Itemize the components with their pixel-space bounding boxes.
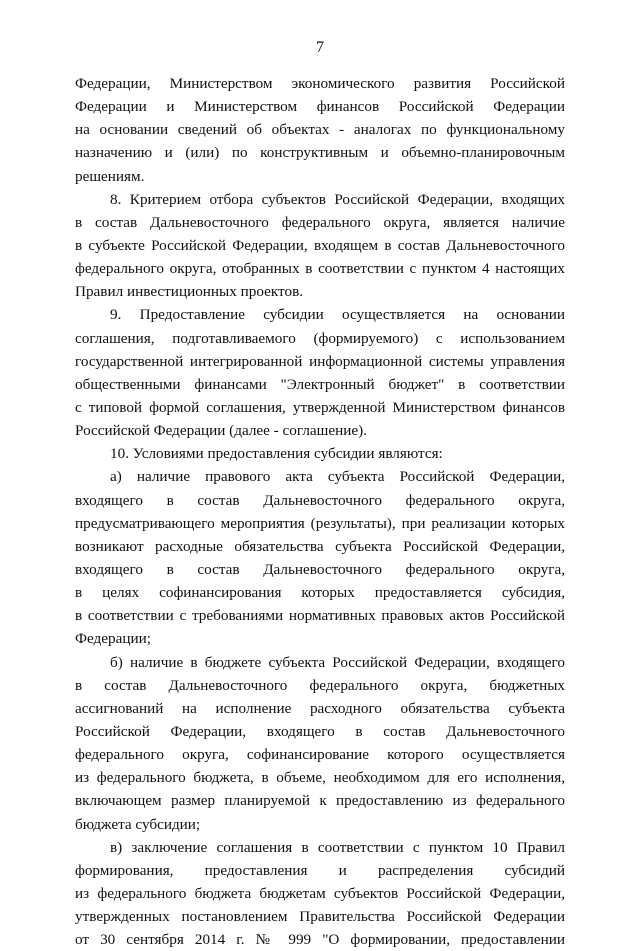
text-line: назначению и (или) по конструктивным и объемно-планировочным: [75, 144, 565, 162]
text-line: решениям.: [75, 167, 145, 185]
text-line: из федерального бюджета бюджетам субъектов Российской Федерации,: [75, 884, 565, 902]
text-line: 9. Предоставление субсидии осуществляется на основании: [110, 306, 565, 324]
text-line: 8. Критерием отбора субъектов Российской Федерации, входящих: [110, 190, 565, 208]
text-line: в целях софинансирования которых предоставляется субсидия,: [75, 584, 565, 602]
text-line: б) наличие в бюджете субъекта Российской Федерации, входящего: [110, 653, 565, 671]
text-line: от 30 сентября 2014 г. № 999 "О формировании, предоставлении: [75, 931, 565, 949]
text-line: Правил инвестиционных проектов.: [75, 283, 304, 301]
text-line: Российской Федерации, входящего в состав Дальневосточного: [75, 722, 565, 740]
text-line: государственной интегрированной информационной системы управления: [75, 352, 565, 370]
text-line: Федерации и Министерством финансов Российской Федерации: [75, 98, 565, 116]
text-line: соглашения, подготавливаемого (формируемого) с использованием: [75, 329, 565, 347]
text-line: Российской Федерации (далее - соглашение).: [75, 422, 367, 440]
text-line: в соответствии с требованиями нормативных правовых актов Российской: [75, 607, 565, 625]
text-line: включающем размер планируемой к предоставлению из федерального: [75, 792, 565, 810]
text-line: Федерации;: [75, 630, 151, 648]
text-line: формирования, предоставления и распределения субсидий: [75, 861, 565, 879]
text-line: в состав Дальневосточного федерального округа, бюджетных: [75, 676, 565, 694]
text-line: 10. Условиями предоставления субсидии являются:: [110, 445, 443, 463]
text-line: возникают расходные обязательства субъекта Российской Федерации,: [75, 537, 565, 555]
page-number: 7: [316, 39, 324, 56]
text-line: в) заключение соглашения в соответствии с пунктом 10 Правил: [110, 838, 565, 856]
text-line: общественными финансами "Электронный бюджет" в соответствии: [75, 375, 565, 393]
text-line: федерального округа, софинансирование которого осуществляется: [75, 746, 565, 764]
text-line: федерального округа, отобранных в соответствии с пунктом 4 настоящих: [75, 260, 565, 278]
text-line: на основании сведений об объектах - аналогах по функциональному: [75, 121, 565, 139]
text-line: утвержденных постановлением Правительства Российской Федерации: [75, 908, 565, 926]
text-line: из федерального бюджета, в объеме, необходимом для его исполнения,: [75, 769, 565, 787]
text-line: входящего в состав Дальневосточного федерального округа,: [75, 560, 565, 578]
text-line: ассигнований на исполнение расходного обязательства субъекта: [75, 699, 565, 717]
text-line: входящего в состав Дальневосточного федерального округа,: [75, 491, 565, 509]
text-line: бюджета субсидии;: [75, 815, 201, 833]
text-line: в субъекте Российской Федерации, входящем в состав Дальневосточного: [75, 236, 565, 254]
text-line: Федерации, Министерством экономического развития Российской: [75, 75, 565, 92]
text-line: предусматривающего мероприятия (результаты), при реализации которых: [75, 514, 565, 532]
text-line: с типовой формой соглашения, утвержденной Министерством финансов: [75, 398, 565, 416]
text-line: в состав Дальневосточного федерального округа, является наличие: [75, 213, 565, 231]
document-body: [75, 72, 565, 951]
text-line: а) наличие правового акта субъекта Российской Федерации,: [110, 468, 565, 486]
